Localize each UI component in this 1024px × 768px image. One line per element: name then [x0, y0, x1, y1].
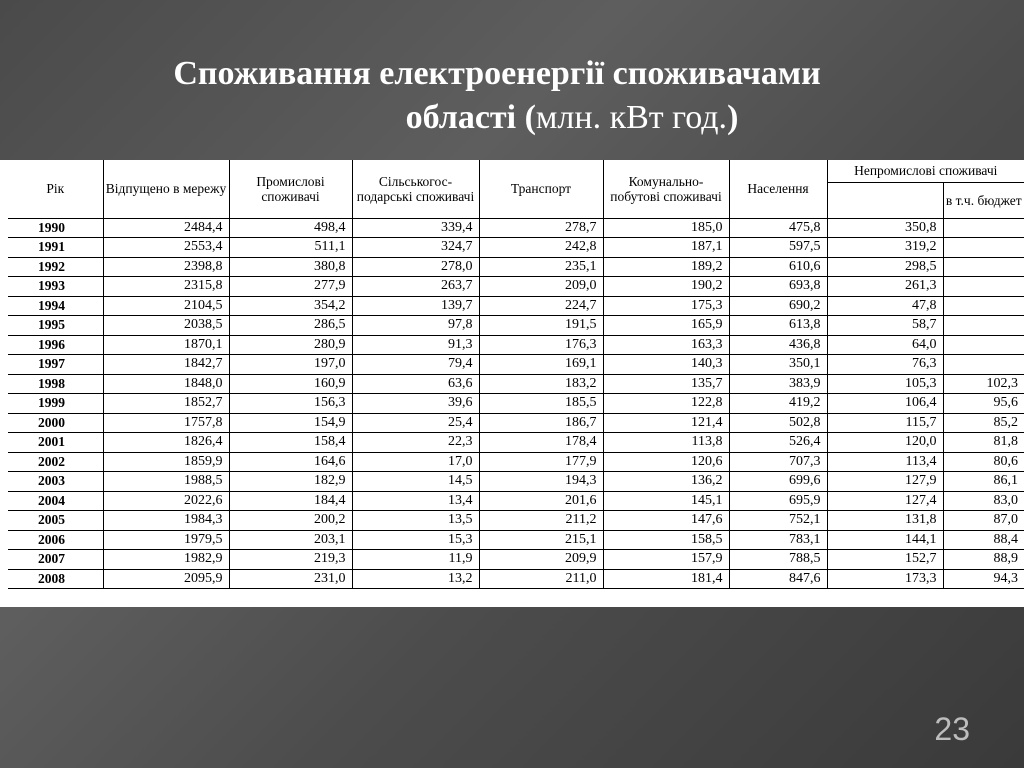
- cell-released: 1870,1: [103, 335, 229, 355]
- cell-agricultural: 25,4: [352, 413, 479, 433]
- table-row: [8, 296, 1024, 316]
- cell-transport: 235,1: [479, 257, 603, 277]
- cell-population: 693,8: [729, 277, 827, 297]
- cell-agricultural: 14,5: [352, 472, 479, 492]
- cell-industrial: 156,3: [229, 394, 352, 414]
- cell-communal: 136,2: [603, 472, 729, 492]
- cell-agricultural: 63,6: [352, 374, 479, 394]
- header-communal: Комунально-побутові споживачі: [603, 160, 729, 218]
- cell-population: 526,4: [729, 433, 827, 453]
- cell-industrial: 164,6: [229, 452, 352, 472]
- cell-nonindustrial: 113,4: [827, 452, 943, 472]
- cell-population: 610,6: [729, 257, 827, 277]
- cell-budget: [943, 238, 1024, 258]
- title-line-2: [0, 96, 1024, 140]
- cell-transport: 215,1: [479, 530, 603, 550]
- cell-budget: 88,9: [943, 550, 1024, 570]
- cell-nonindustrial: 131,8: [827, 511, 943, 531]
- cell-released: 2038,5: [103, 316, 229, 336]
- cell-transport: 242,8: [479, 238, 603, 258]
- header-agricultural: Сільськогос-подарські споживачі: [352, 160, 479, 218]
- cell-industrial: 277,9: [229, 277, 352, 297]
- header-budget: в т.ч. бюджет: [943, 182, 1024, 218]
- cell-transport: 211,2: [479, 511, 603, 531]
- table-row: [8, 374, 1024, 394]
- cell-released: 2022,6: [103, 491, 229, 511]
- cell-released: 2484,4: [103, 218, 229, 238]
- cell-nonindustrial: 58,7: [827, 316, 943, 336]
- cell-year: 1992: [8, 257, 103, 277]
- cell-agricultural: 39,6: [352, 394, 479, 414]
- cell-year: 2002: [8, 452, 103, 472]
- cell-agricultural: 11,9: [352, 550, 479, 570]
- cell-nonindustrial: 152,7: [827, 550, 943, 570]
- cell-population: 690,2: [729, 296, 827, 316]
- cell-transport: 178,4: [479, 433, 603, 453]
- cell-released: 1852,7: [103, 394, 229, 414]
- cell-communal: 165,9: [603, 316, 729, 336]
- cell-agricultural: 139,7: [352, 296, 479, 316]
- cell-transport: 224,7: [479, 296, 603, 316]
- cell-transport: 186,7: [479, 413, 603, 433]
- table-body: [8, 218, 1024, 589]
- cell-released: 2398,8: [103, 257, 229, 277]
- cell-released: 2095,9: [103, 569, 229, 589]
- cell-year: 1995: [8, 316, 103, 336]
- cell-industrial: 219,3: [229, 550, 352, 570]
- cell-budget: 87,0: [943, 511, 1024, 531]
- cell-communal: 135,7: [603, 374, 729, 394]
- cell-agricultural: 278,0: [352, 257, 479, 277]
- cell-released: 1826,4: [103, 433, 229, 453]
- cell-transport: 278,7: [479, 218, 603, 238]
- cell-communal: 113,8: [603, 433, 729, 453]
- cell-industrial: 200,2: [229, 511, 352, 531]
- cell-communal: 175,3: [603, 296, 729, 316]
- cell-nonindustrial: 120,0: [827, 433, 943, 453]
- cell-communal: 122,8: [603, 394, 729, 414]
- cell-population: 783,1: [729, 530, 827, 550]
- cell-budget: 80,6: [943, 452, 1024, 472]
- cell-industrial: 182,9: [229, 472, 352, 492]
- cell-nonindustrial: 319,2: [827, 238, 943, 258]
- table-row: [8, 257, 1024, 277]
- table-row: [8, 569, 1024, 589]
- cell-year: 2005: [8, 511, 103, 531]
- cell-year: 2006: [8, 530, 103, 550]
- cell-industrial: 286,5: [229, 316, 352, 336]
- cell-budget: [943, 257, 1024, 277]
- cell-nonindustrial: 76,3: [827, 355, 943, 375]
- cell-budget: 86,1: [943, 472, 1024, 492]
- cell-year: 1991: [8, 238, 103, 258]
- table-row: [8, 394, 1024, 414]
- cell-industrial: 380,8: [229, 257, 352, 277]
- cell-communal: 187,1: [603, 238, 729, 258]
- cell-industrial: 184,4: [229, 491, 352, 511]
- header-nonindustrial-total: [827, 182, 943, 218]
- page-number: 23: [934, 711, 970, 747]
- cell-population: 502,8: [729, 413, 827, 433]
- cell-industrial: 231,0: [229, 569, 352, 589]
- cell-population: 847,6: [729, 569, 827, 589]
- cell-communal: 140,3: [603, 355, 729, 375]
- title-region-word: області: [405, 99, 517, 136]
- cell-budget: [943, 218, 1024, 238]
- cell-communal: 145,1: [603, 491, 729, 511]
- cell-population: 695,9: [729, 491, 827, 511]
- cell-year: 2001: [8, 433, 103, 453]
- cell-budget: 94,3: [943, 569, 1024, 589]
- title-paren-open: (: [524, 99, 536, 136]
- table-row: [8, 491, 1024, 511]
- cell-population: 788,5: [729, 550, 827, 570]
- cell-agricultural: 91,3: [352, 335, 479, 355]
- table-row: [8, 472, 1024, 492]
- title-line-1: Споживання електроенергії споживачами: [173, 55, 821, 92]
- cell-year: 2007: [8, 550, 103, 570]
- cell-industrial: 197,0: [229, 355, 352, 375]
- header-year: Рік: [8, 160, 103, 218]
- cell-agricultural: 339,4: [352, 218, 479, 238]
- cell-nonindustrial: 350,8: [827, 218, 943, 238]
- table-row: [8, 550, 1024, 570]
- cell-budget: [943, 335, 1024, 355]
- slide-title: [0, 52, 1024, 140]
- header-industrial: Промислові споживачі: [229, 160, 352, 218]
- cell-population: 752,1: [729, 511, 827, 531]
- cell-nonindustrial: 105,3: [827, 374, 943, 394]
- table-row: [8, 218, 1024, 238]
- cell-population: 707,3: [729, 452, 827, 472]
- cell-population: 613,8: [729, 316, 827, 336]
- cell-industrial: 154,9: [229, 413, 352, 433]
- cell-budget: [943, 296, 1024, 316]
- cell-nonindustrial: 127,4: [827, 491, 943, 511]
- cell-agricultural: 263,7: [352, 277, 479, 297]
- table-row: [8, 335, 1024, 355]
- cell-communal: 181,4: [603, 569, 729, 589]
- table-row: [8, 511, 1024, 531]
- cell-year: 1996: [8, 335, 103, 355]
- cell-agricultural: 13,5: [352, 511, 479, 531]
- cell-communal: 163,3: [603, 335, 729, 355]
- cell-transport: 209,0: [479, 277, 603, 297]
- cell-communal: 120,6: [603, 452, 729, 472]
- cell-agricultural: 13,4: [352, 491, 479, 511]
- table-row: [8, 316, 1024, 336]
- cell-released: 1757,8: [103, 413, 229, 433]
- cell-budget: 83,0: [943, 491, 1024, 511]
- cell-communal: 190,2: [603, 277, 729, 297]
- cell-year: 1999: [8, 394, 103, 414]
- table-row: [8, 238, 1024, 258]
- cell-released: 1848,0: [103, 374, 229, 394]
- cell-agricultural: 17,0: [352, 452, 479, 472]
- cell-transport: 209,9: [479, 550, 603, 570]
- cell-communal: 157,9: [603, 550, 729, 570]
- table-row: [8, 530, 1024, 550]
- cell-year: 2003: [8, 472, 103, 492]
- cell-agricultural: 15,3: [352, 530, 479, 550]
- cell-population: 475,8: [729, 218, 827, 238]
- table-row: [8, 277, 1024, 297]
- cell-industrial: 498,4: [229, 218, 352, 238]
- cell-nonindustrial: 173,3: [827, 569, 943, 589]
- cell-released: 1859,9: [103, 452, 229, 472]
- cell-transport: 211,0: [479, 569, 603, 589]
- cell-communal: 158,5: [603, 530, 729, 550]
- cell-nonindustrial: 298,5: [827, 257, 943, 277]
- header-population: Населення: [729, 160, 827, 218]
- cell-agricultural: 324,7: [352, 238, 479, 258]
- cell-year: 1997: [8, 355, 103, 375]
- header-nonindustrial: Непромислові споживачі: [827, 160, 1024, 182]
- cell-nonindustrial: 47,8: [827, 296, 943, 316]
- cell-nonindustrial: 106,4: [827, 394, 943, 414]
- cell-population: 419,2: [729, 394, 827, 414]
- cell-nonindustrial: 144,1: [827, 530, 943, 550]
- cell-communal: 147,6: [603, 511, 729, 531]
- cell-released: 1842,7: [103, 355, 229, 375]
- cell-industrial: 280,9: [229, 335, 352, 355]
- cell-released: 1984,3: [103, 511, 229, 531]
- cell-year: 1998: [8, 374, 103, 394]
- cell-year: 1993: [8, 277, 103, 297]
- cell-transport: 201,6: [479, 491, 603, 511]
- cell-released: 2104,5: [103, 296, 229, 316]
- cell-transport: 169,1: [479, 355, 603, 375]
- table-row: [8, 413, 1024, 433]
- cell-nonindustrial: 64,0: [827, 335, 943, 355]
- title-paren-close: ): [727, 99, 739, 136]
- table-panel: [0, 160, 1024, 607]
- cell-agricultural: 97,8: [352, 316, 479, 336]
- cell-industrial: 354,2: [229, 296, 352, 316]
- header-released: Відпущено в мережу: [103, 160, 229, 218]
- cell-transport: 176,3: [479, 335, 603, 355]
- cell-budget: 85,2: [943, 413, 1024, 433]
- cell-budget: [943, 355, 1024, 375]
- cell-industrial: 511,1: [229, 238, 352, 258]
- table-row: [8, 433, 1024, 453]
- cell-population: 436,8: [729, 335, 827, 355]
- cell-released: 2315,8: [103, 277, 229, 297]
- cell-population: 597,5: [729, 238, 827, 258]
- cell-communal: 189,2: [603, 257, 729, 277]
- cell-nonindustrial: 115,7: [827, 413, 943, 433]
- title-unit: млн. кВт год.: [535, 99, 728, 136]
- cell-industrial: 203,1: [229, 530, 352, 550]
- cell-transport: 177,9: [479, 452, 603, 472]
- cell-nonindustrial: 127,9: [827, 472, 943, 492]
- cell-transport: 191,5: [479, 316, 603, 336]
- cell-communal: 185,0: [603, 218, 729, 238]
- cell-budget: 95,6: [943, 394, 1024, 414]
- cell-budget: 81,8: [943, 433, 1024, 453]
- cell-released: 2553,4: [103, 238, 229, 258]
- cell-agricultural: 13,2: [352, 569, 479, 589]
- cell-released: 1982,9: [103, 550, 229, 570]
- cell-year: 2004: [8, 491, 103, 511]
- cell-released: 1979,5: [103, 530, 229, 550]
- cell-year: 1994: [8, 296, 103, 316]
- cell-budget: [943, 316, 1024, 336]
- cell-released: 1988,5: [103, 472, 229, 492]
- cell-industrial: 158,4: [229, 433, 352, 453]
- cell-transport: 194,3: [479, 472, 603, 492]
- cell-budget: 88,4: [943, 530, 1024, 550]
- consumption-table: [8, 160, 1024, 589]
- cell-transport: 185,5: [479, 394, 603, 414]
- cell-agricultural: 79,4: [352, 355, 479, 375]
- table-row: [8, 452, 1024, 472]
- cell-agricultural: 22,3: [352, 433, 479, 453]
- table-row: [8, 355, 1024, 375]
- cell-year: 2008: [8, 569, 103, 589]
- cell-budget: [943, 277, 1024, 297]
- cell-year: 1990: [8, 218, 103, 238]
- cell-industrial: 160,9: [229, 374, 352, 394]
- cell-year: 2000: [8, 413, 103, 433]
- cell-budget: 102,3: [943, 374, 1024, 394]
- cell-population: 699,6: [729, 472, 827, 492]
- cell-population: 350,1: [729, 355, 827, 375]
- cell-transport: 183,2: [479, 374, 603, 394]
- cell-nonindustrial: 261,3: [827, 277, 943, 297]
- header-transport: Транспорт: [479, 160, 603, 218]
- cell-population: 383,9: [729, 374, 827, 394]
- cell-communal: 121,4: [603, 413, 729, 433]
